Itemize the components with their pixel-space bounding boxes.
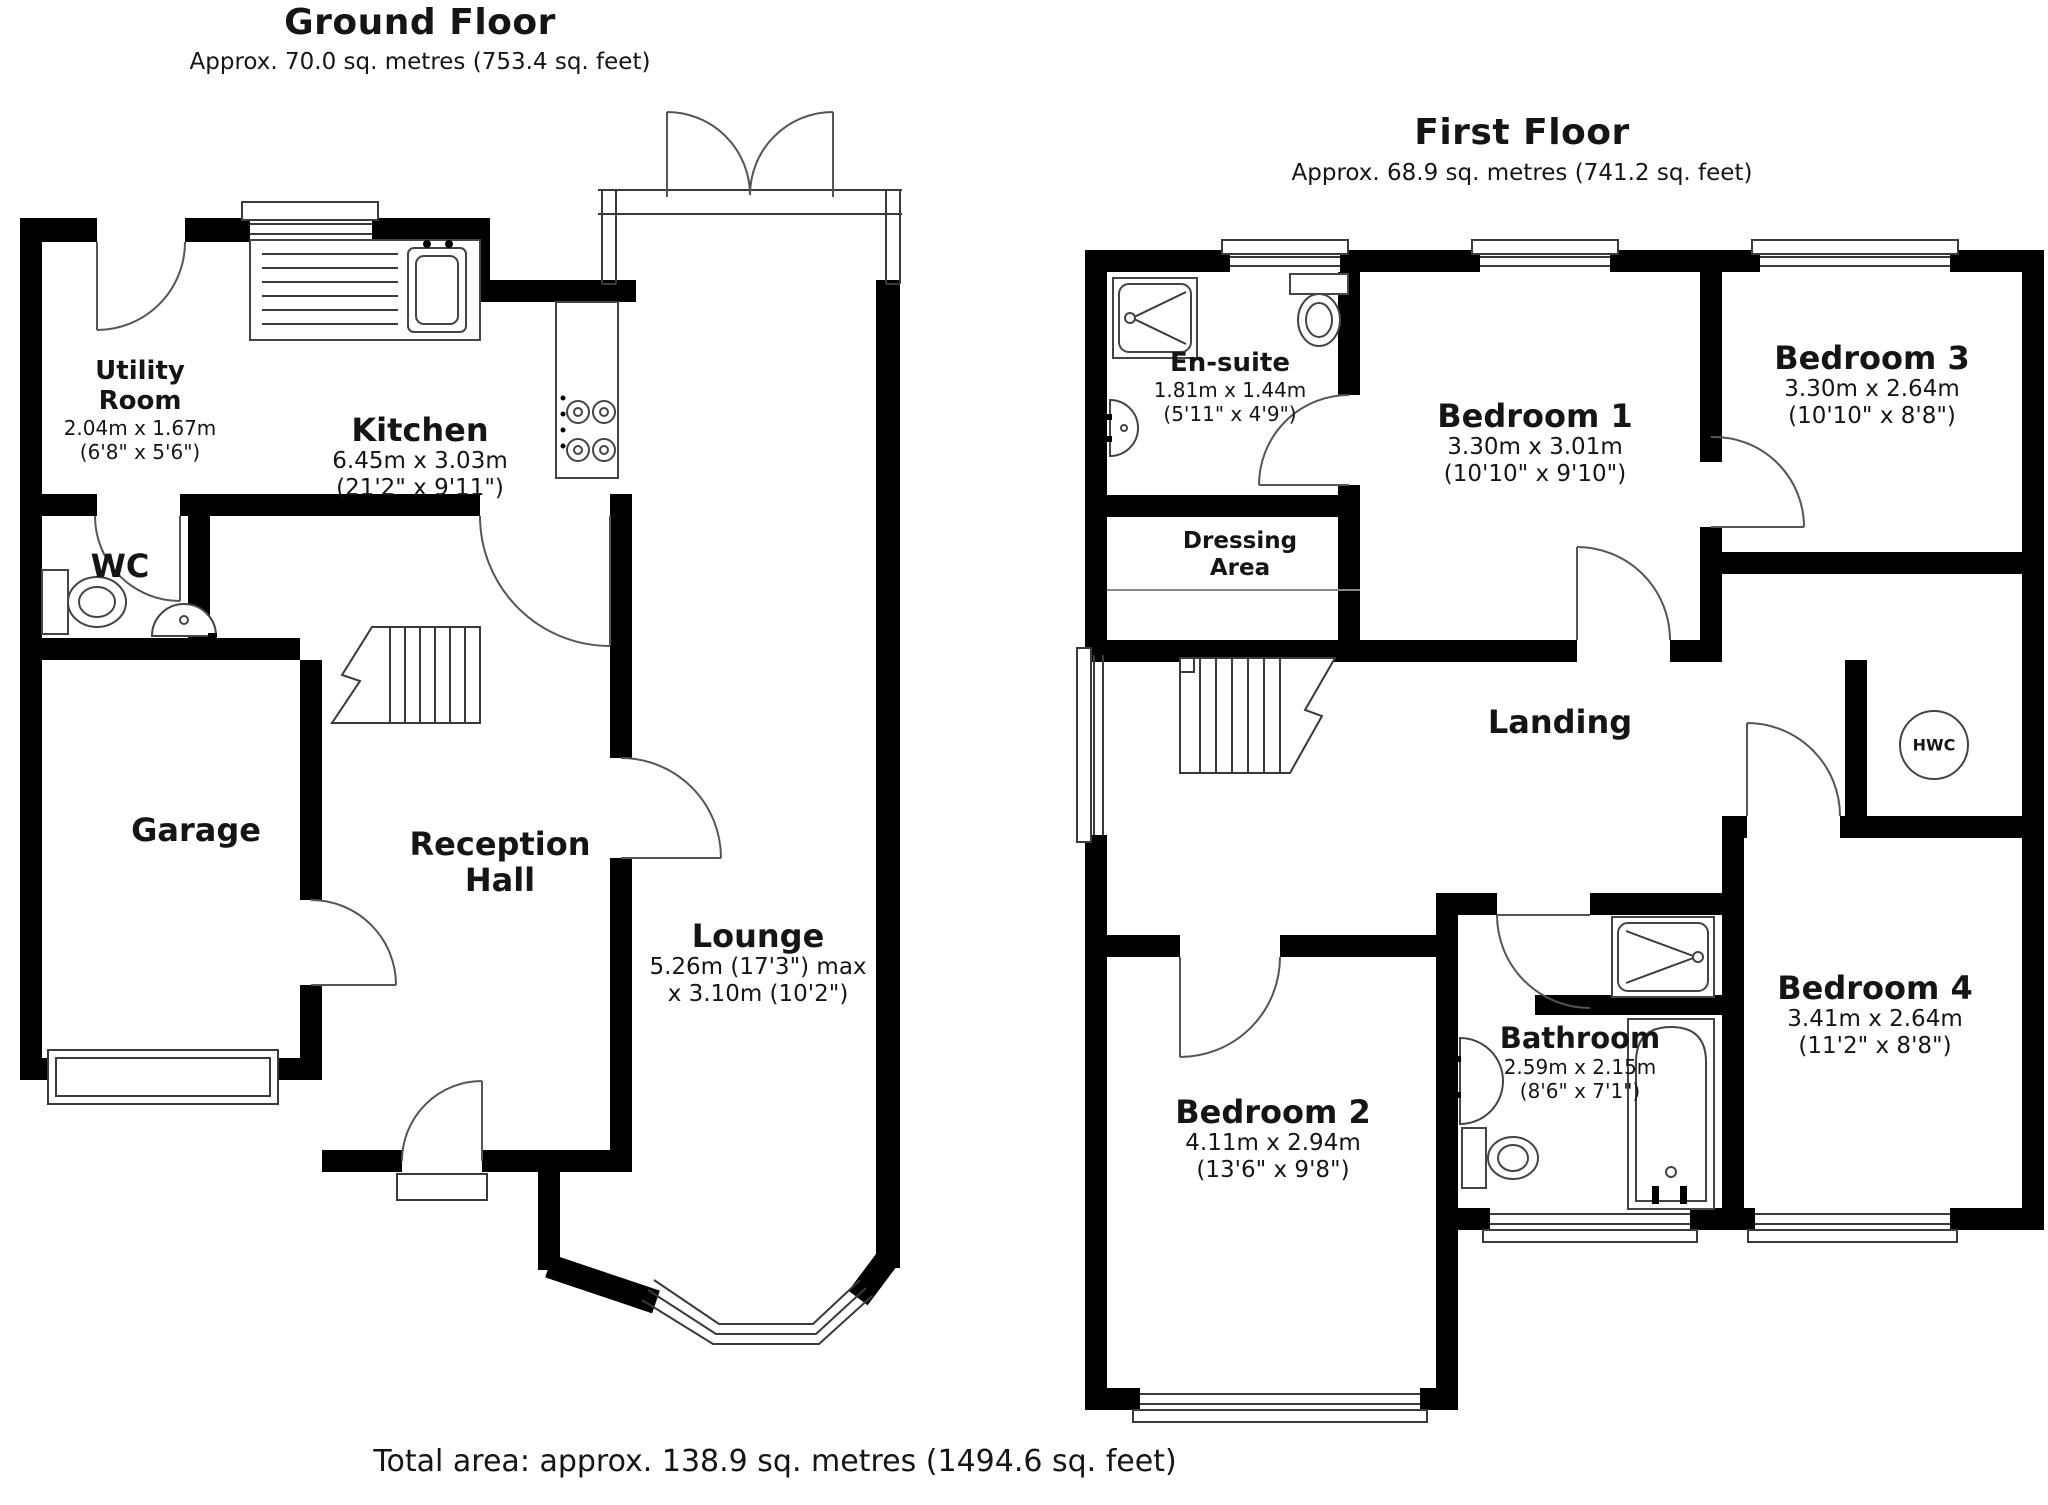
room-dims-ft: (21'2" x 9'11") [336, 475, 504, 501]
room-name: Bedroom 4 [1777, 969, 1973, 1007]
bedroom3-label [1774, 340, 1970, 430]
bedroom2-window [1133, 1394, 1427, 1422]
first-floor-title: First Floor [1414, 112, 1630, 153]
room-dims-m: 3.30m x 3.01m [1447, 434, 1623, 460]
total-area-text: Total area: approx. 138.9 sq. metres (1494.6 sq. feet) [373, 1444, 1177, 1479]
garage-door [48, 1050, 278, 1104]
bathroom-door [1497, 915, 1590, 1008]
room-dims-m: 4.11m x 2.94m [1185, 1130, 1361, 1156]
porch-step [397, 1174, 487, 1200]
bedroom3-door [1711, 437, 1804, 527]
bathroom-toilet-icon [1462, 1128, 1538, 1188]
bedroom2-door [1180, 957, 1280, 1057]
garage-hall-door [311, 900, 396, 985]
room-dims-m: 6.45m x 3.03m [332, 448, 508, 474]
french-doors [667, 112, 833, 197]
room-dims-ft: (5'11" x 4'9") [1163, 402, 1297, 426]
landing-label: Landing [1487, 703, 1633, 741]
stairs-first [1180, 658, 1335, 773]
room-dims-ft: (10'10" x 9'10") [1443, 461, 1627, 487]
room-dims-m: 2.04m x 1.67m [63, 416, 217, 440]
wc-label: WC [90, 547, 150, 585]
bedroom1-label [1437, 398, 1633, 488]
room-name: Bathroom [1499, 1021, 1661, 1055]
ground-floor-area: Approx. 70.0 sq. metres (753.4 sq. feet) [189, 49, 651, 75]
kitchen-hall-door [480, 516, 610, 646]
room-name: Lounge [691, 917, 825, 955]
room-dims-m: 1.81m x 1.44m [1153, 378, 1307, 402]
kitchen-window [242, 202, 378, 220]
bedroom1-window [1472, 240, 1618, 266]
first-floor-area: Approx. 68.9 sq. metres (741.2 sq. feet) [1291, 160, 1753, 186]
room-dims-ft: (13'6" x 9'8") [1196, 1157, 1350, 1183]
hob-icon [556, 302, 618, 478]
garage-label: Garage [131, 811, 261, 849]
bedroom4-door [1747, 723, 1840, 816]
lounge-label [649, 918, 866, 1008]
hwc-label: HWC [1912, 735, 1956, 755]
room-name: Dressing [1182, 528, 1298, 554]
room-dims-ft: x 3.10m (10'2") [667, 981, 849, 1007]
stairs-ground [332, 627, 480, 723]
kitchen-counter-sink-icon [250, 240, 480, 340]
bedroom4-window [1748, 1214, 1957, 1242]
reception-hall-label [410, 826, 591, 898]
room-dims-ft: (6'8" x 5'6") [79, 440, 201, 464]
room-name: Bedroom 2 [1175, 1093, 1371, 1131]
room-dims-m: 2.59m x 2.15m [1503, 1055, 1657, 1079]
room-dims-ft: (10'10" x 8'8") [1788, 403, 1956, 429]
room-dims-ft: (8'6" x 7'1") [1519, 1079, 1641, 1103]
room-name: Room [98, 386, 182, 416]
ground-floor-title: Ground Floor [284, 2, 556, 43]
bedroom4-label [1777, 970, 1973, 1060]
ensuite-shower-icon [1113, 278, 1197, 358]
bathroom-shower-icon [1612, 917, 1714, 997]
room-name: Kitchen [351, 411, 489, 449]
room-dims-ft: (11'2" x 8'8") [1798, 1033, 1952, 1059]
bay-window [642, 1280, 872, 1344]
landing-side-window [1077, 648, 1103, 842]
room-name: Hall [464, 861, 536, 899]
ground-floor-plan [20, 112, 902, 1344]
utility-entrance-door [97, 242, 185, 330]
bedroom2-label [1175, 1094, 1371, 1184]
room-name: Bedroom 1 [1437, 397, 1633, 435]
ensuite-label [1154, 348, 1307, 426]
room-name: Reception [409, 825, 591, 863]
kitchen-label [332, 412, 507, 502]
room-name: Utility [95, 356, 185, 386]
dressing-area-label [1183, 528, 1297, 582]
bathroom-window [1483, 1214, 1697, 1242]
bathroom-label [1500, 1022, 1661, 1103]
utility-room-label [64, 356, 217, 464]
garden-room-windows [598, 190, 902, 284]
bedroom3-window [1752, 240, 1958, 266]
lounge-door [621, 758, 721, 858]
ensuite-window [1222, 240, 1348, 266]
room-dims-m: 3.30m x 2.64m [1784, 376, 1960, 402]
room-dims-m: 5.26m (17'3") max [649, 954, 867, 980]
room-name: Bedroom 3 [1774, 339, 1970, 377]
bedroom1-door [1577, 547, 1670, 640]
room-dims-m: 3.41m x 2.64m [1787, 1006, 1963, 1032]
room-name: Area [1209, 555, 1271, 581]
front-door [402, 1081, 482, 1161]
room-name: En-suite [1169, 348, 1291, 378]
